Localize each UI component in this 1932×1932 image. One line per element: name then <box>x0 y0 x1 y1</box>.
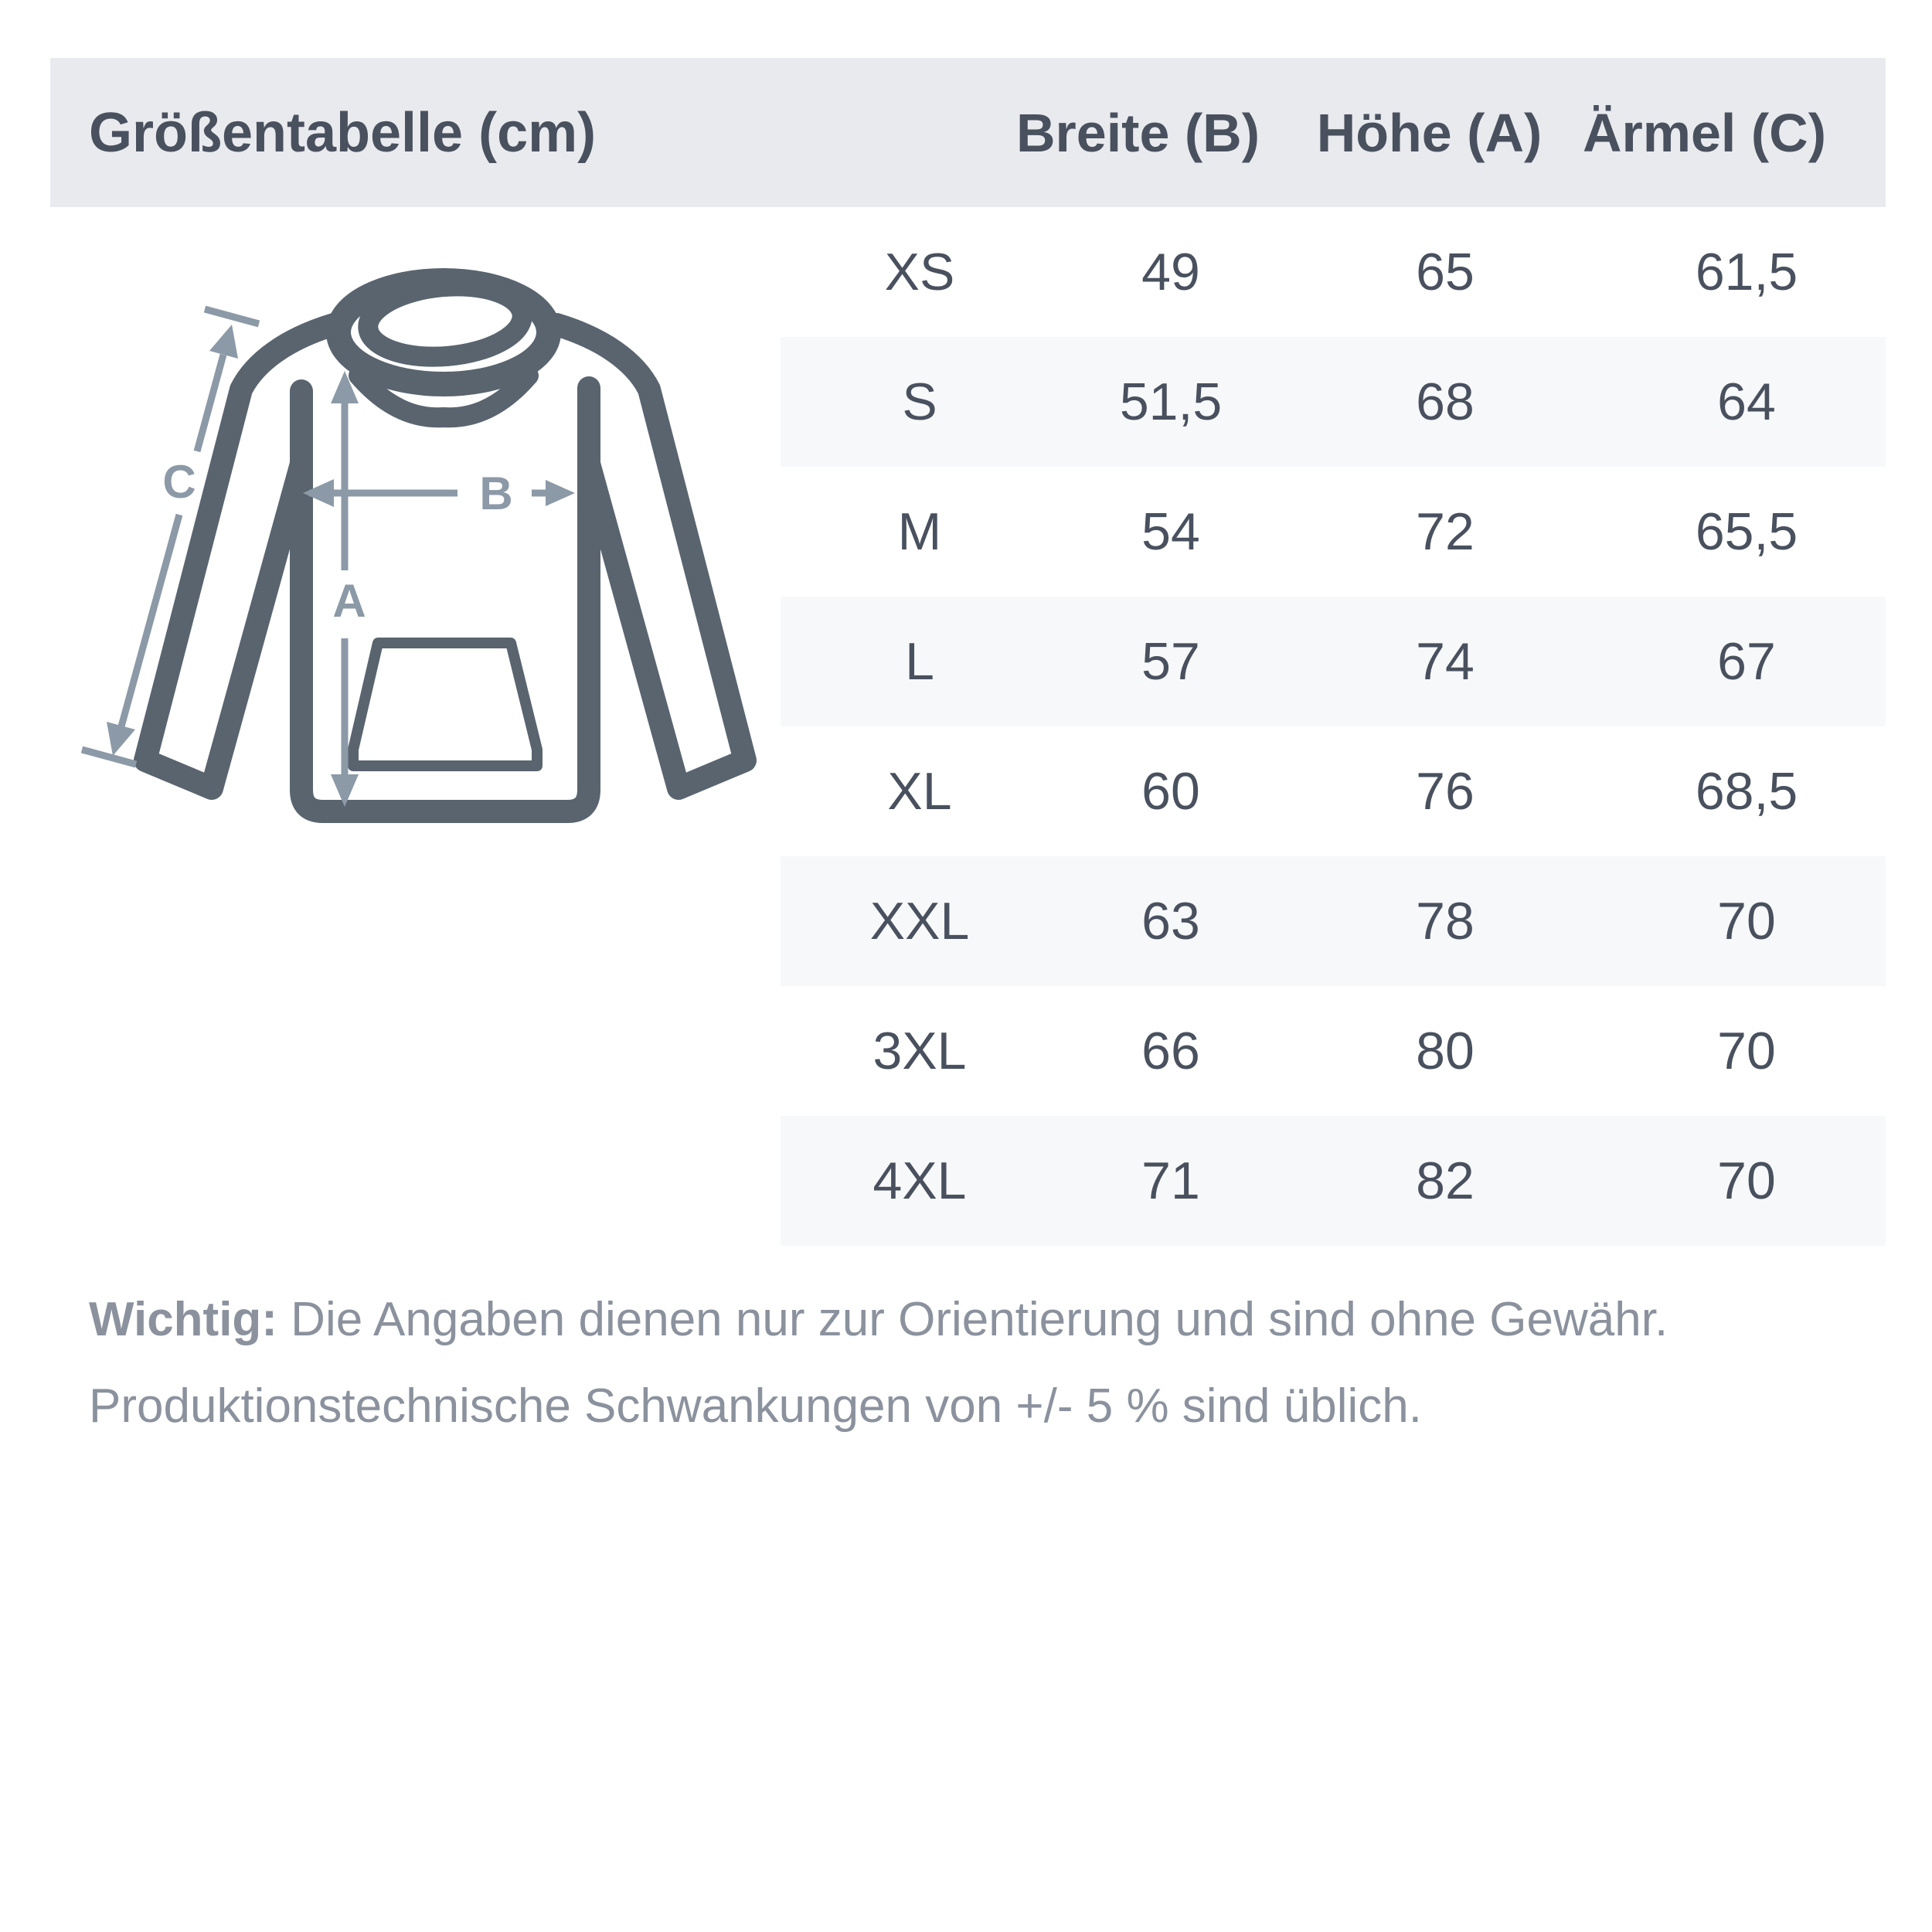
column-header-breite: Breite (B) <box>1015 102 1260 163</box>
table-row <box>781 856 1886 986</box>
aermel-value-cell: 70 <box>1717 1151 1776 1210</box>
table-row <box>781 597 1886 726</box>
dimension-label-c: C <box>162 456 196 508</box>
breite-value-cell: 54 <box>1141 502 1200 561</box>
disclaimer-note <box>89 1277 1851 1450</box>
size-label-cell: 3XL <box>872 1022 967 1080</box>
breite-value-cell: 57 <box>1141 632 1200 691</box>
hoehe-value-cell: 76 <box>1416 762 1475 821</box>
aermel-value-cell: 70 <box>1717 892 1776 951</box>
breite-value-cell: 51,5 <box>1119 372 1223 431</box>
hoodie-hood-opening <box>365 280 525 362</box>
table-header-bar <box>50 58 1886 207</box>
breite-value-cell: 63 <box>1141 892 1200 951</box>
table-row <box>781 726 1886 856</box>
hoehe-value-cell: 65 <box>1416 243 1475 301</box>
size-label-cell: M <box>897 502 942 561</box>
table-row <box>781 986 1886 1116</box>
table-row <box>781 1116 1886 1246</box>
aermel-value-cell: 64 <box>1717 372 1776 431</box>
breite-value-cell: 71 <box>1141 1151 1200 1210</box>
table-row <box>781 467 1886 597</box>
aermel-value-cell: 67 <box>1717 632 1776 691</box>
breite-value-cell: 60 <box>1141 762 1200 821</box>
breite-value-cell: 49 <box>1141 243 1200 301</box>
column-header-hoehe: Höhe (A) <box>1316 102 1543 163</box>
hoehe-value-cell: 68 <box>1416 372 1475 431</box>
hoodie-measurement-diagram <box>62 209 804 850</box>
table-row <box>781 207 1886 337</box>
size-label-cell: XXL <box>869 892 970 951</box>
size-label-cell: S <box>902 372 937 431</box>
hoehe-value-cell: 78 <box>1416 892 1475 951</box>
size-label-cell: L <box>905 632 934 691</box>
aermel-value-cell: 65,5 <box>1695 502 1798 561</box>
hoehe-value-cell: 74 <box>1416 632 1475 691</box>
size-table-rows <box>781 207 1886 1246</box>
hoodie-outline-icon <box>145 280 745 811</box>
dimension-label-a: A <box>332 575 366 627</box>
column-header-aermel: Ärmel (C) <box>1582 102 1827 163</box>
hoodie-pocket <box>353 643 537 766</box>
page-title: Größentabelle (cm) <box>89 101 597 164</box>
dimension-arrow-a <box>331 371 366 807</box>
hoehe-value-cell: 82 <box>1416 1151 1475 1210</box>
aermel-value-cell: 61,5 <box>1695 243 1798 301</box>
size-label-cell: 4XL <box>872 1151 967 1210</box>
disclaimer-line1: Die Angaben dienen nur zur Orientierung und sind ohne Gewähr. <box>277 1293 1668 1346</box>
arrowhead-upright-icon <box>209 325 238 359</box>
arrowhead-downleft-icon <box>107 722 135 756</box>
aermel-value-cell: 68,5 <box>1695 762 1798 821</box>
disclaimer-bold-prefix: Wichtig: <box>89 1293 277 1346</box>
hoehe-value-cell: 72 <box>1416 502 1475 561</box>
arrowhead-right-icon <box>546 480 575 506</box>
hoehe-value-cell: 80 <box>1416 1022 1475 1080</box>
aermel-value-cell: 70 <box>1717 1022 1776 1080</box>
disclaimer-line2: Produktionstechnische Schwankungen von +/- 5 % sind üblich. <box>89 1379 1422 1433</box>
size-label-cell: XL <box>887 762 952 821</box>
table-row <box>781 337 1886 467</box>
hoodie-diagram-svg <box>62 209 804 850</box>
size-label-cell: XS <box>884 243 955 301</box>
dimension-label-b: B <box>479 468 513 519</box>
breite-value-cell: 66 <box>1141 1022 1200 1080</box>
